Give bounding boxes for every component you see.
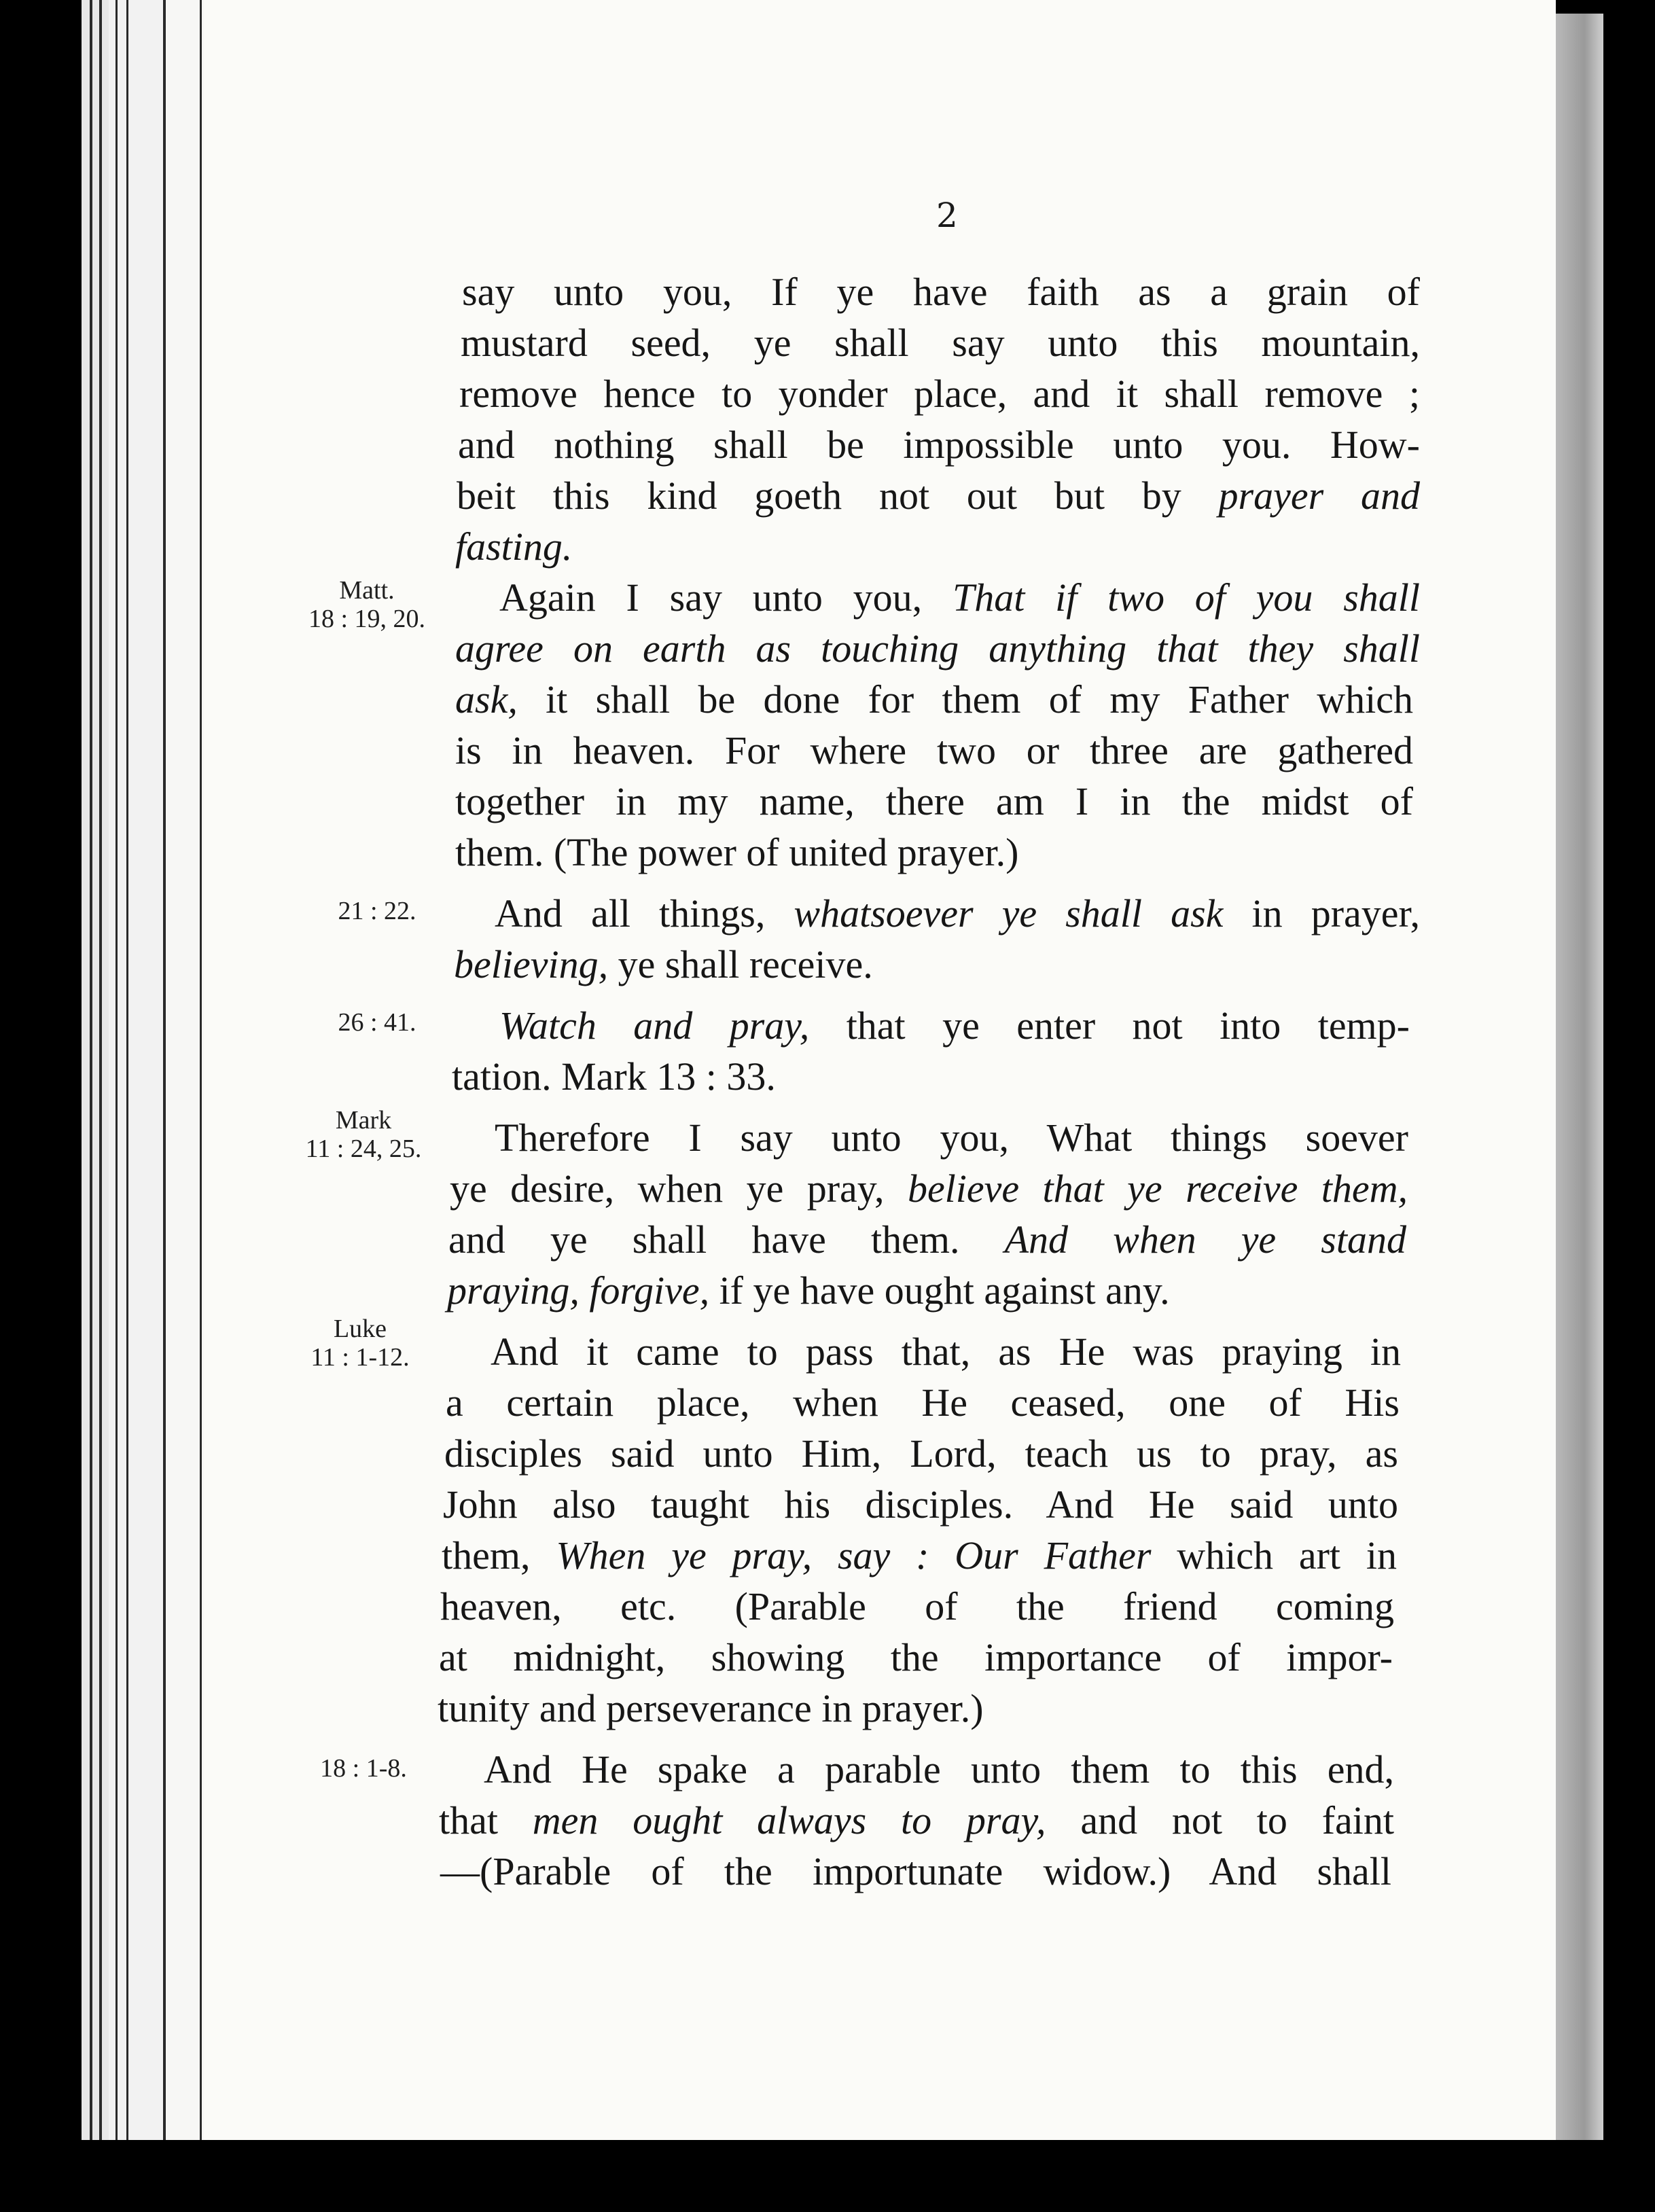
margin-reference — [309, 897, 445, 925]
text-phrase: is in heaven. For where two or three are gathered — [455, 728, 1413, 772]
text-line — [455, 523, 572, 571]
text-phrase: Therefore I say unto you, What things soever — [495, 1116, 1408, 1160]
text-line — [452, 1053, 776, 1101]
margin-reference-line: 21 : 22. — [338, 897, 416, 925]
text-phrase: mustard seed, ye shall say unto this mountain, — [461, 321, 1420, 365]
text-phrase: And it came to pass that, as He was praying in — [491, 1330, 1401, 1374]
text-phrase: —(Parable of the importunate widow.) And shall — [440, 1849, 1391, 1893]
text-line — [499, 574, 1420, 622]
text-line — [439, 1797, 1394, 1844]
text-phrase: John also taught his disciples. And He said unto — [443, 1482, 1398, 1527]
text-line — [499, 1002, 1410, 1050]
text-phrase: remove hence to yonder place, and it shall remove ; — [459, 372, 1420, 416]
text-phrase: and nothing shall be impossible unto you. How- — [458, 423, 1420, 467]
text-phrase: them. (The power of united prayer.) — [455, 830, 1019, 874]
italic-phrase: men ought always to pray, — [532, 1798, 1046, 1842]
margin-reference-line: Mark — [335, 1106, 392, 1135]
text-line — [455, 778, 1413, 825]
text-line — [455, 625, 1420, 673]
text-phrase: say unto you, If ye have faith as a grain of — [462, 270, 1420, 314]
text-phrase: them, — [442, 1533, 556, 1577]
margin-reference — [296, 1754, 431, 1783]
italic-phrase: ask, — [455, 677, 518, 721]
margin-reference-line: 18 : 1-8. — [320, 1754, 407, 1783]
text-phrase: tunity and perseverance in prayer.) — [438, 1686, 984, 1730]
text-line — [440, 1583, 1394, 1630]
text-line — [459, 370, 1420, 418]
text-line — [438, 1685, 984, 1732]
margin-reference-line: 26 : 41. — [338, 1008, 416, 1037]
margin-reference — [279, 1315, 442, 1372]
text-phrase: heaven, etc. (Parable of the friend coming — [440, 1584, 1394, 1628]
text-phrase: if ye have ought against any. — [709, 1268, 1170, 1313]
margin-reference-line: 11 : 24, 25. — [305, 1135, 422, 1163]
italic-phrase: believing, — [454, 942, 609, 986]
text-line — [457, 472, 1420, 520]
italic-phrase: believe that ye receive them, — [907, 1166, 1408, 1211]
text-phrase: And all things, — [495, 891, 794, 935]
text-phrase: a certain place, when He ceased, one of His — [446, 1380, 1400, 1425]
text-phrase: ye shall receive. — [608, 942, 873, 986]
text-line — [442, 1532, 1397, 1580]
margin-reference-line: 18 : 19, 20. — [308, 605, 426, 633]
text-line — [455, 676, 1413, 724]
text-phrase: disciples said unto Him, Lord, teach us to pray, as — [444, 1431, 1398, 1476]
page-number: 2 — [936, 196, 958, 235]
margin-reference-line: 11 : 1-12. — [310, 1343, 410, 1372]
italic-phrase: praying, forgive, — [447, 1268, 710, 1313]
italic-phrase: And when ye stand — [1004, 1217, 1406, 1262]
text-line — [484, 1746, 1394, 1794]
margin-reference — [285, 1106, 442, 1163]
text-line — [455, 829, 1018, 876]
italic-phrase: Watch and pray, — [499, 1003, 810, 1048]
text-line — [461, 319, 1420, 367]
text-line — [462, 268, 1420, 316]
text-line — [491, 1328, 1401, 1376]
margin-reference — [285, 576, 448, 633]
text-line — [450, 1165, 1408, 1213]
text-line — [447, 1267, 1170, 1315]
text-phrase: tation. Mark 13 : 33. — [452, 1054, 776, 1099]
text-phrase: that — [439, 1798, 533, 1842]
italic-phrase: That if two of you shall — [952, 575, 1420, 620]
text-phrase: ye desire, when ye pray, — [450, 1166, 908, 1211]
text-line — [455, 727, 1413, 774]
text-line — [446, 1379, 1400, 1427]
text-line — [458, 421, 1420, 469]
text-phrase: in prayer, — [1223, 891, 1420, 935]
text-phrase: which art in — [1151, 1533, 1397, 1577]
text-line — [444, 1430, 1398, 1478]
text-phrase: beit this kind goeth not out but by — [457, 474, 1219, 518]
text-phrase: it shall be done for them of my Father which — [517, 677, 1413, 721]
text-phrase: and ye shall have them. — [448, 1217, 1005, 1262]
italic-phrase: prayer and — [1218, 474, 1420, 518]
margin-reference — [309, 1008, 445, 1037]
italic-phrase: When ye pray, say : Our Father — [556, 1533, 1152, 1577]
text-line — [448, 1216, 1406, 1264]
text-phrase: that ye enter not into temp- — [809, 1003, 1410, 1048]
text-line — [454, 941, 873, 988]
text-phrase: together in my name, there am I in the midst of — [455, 779, 1413, 823]
margin-reference-line: Luke — [333, 1315, 387, 1343]
italic-phrase: fasting. — [455, 524, 573, 569]
text-line — [439, 1634, 1393, 1681]
text-line — [443, 1481, 1398, 1529]
text-phrase: and not to faint — [1046, 1798, 1395, 1842]
text-line — [440, 1848, 1391, 1895]
margin-reference-line: Matt. — [339, 576, 395, 605]
text-phrase: Again I say unto you, — [499, 575, 953, 620]
text-line — [495, 1114, 1408, 1162]
text-phrase: at midnight, showing the importance of impor- — [439, 1635, 1393, 1679]
text-phrase: And He spake a parable unto them to this end, — [484, 1747, 1394, 1791]
italic-phrase: agree on earth as touching anything that they shall — [455, 626, 1420, 671]
text-line — [495, 890, 1420, 938]
italic-phrase: whatsoever ye shall ask — [794, 891, 1224, 935]
